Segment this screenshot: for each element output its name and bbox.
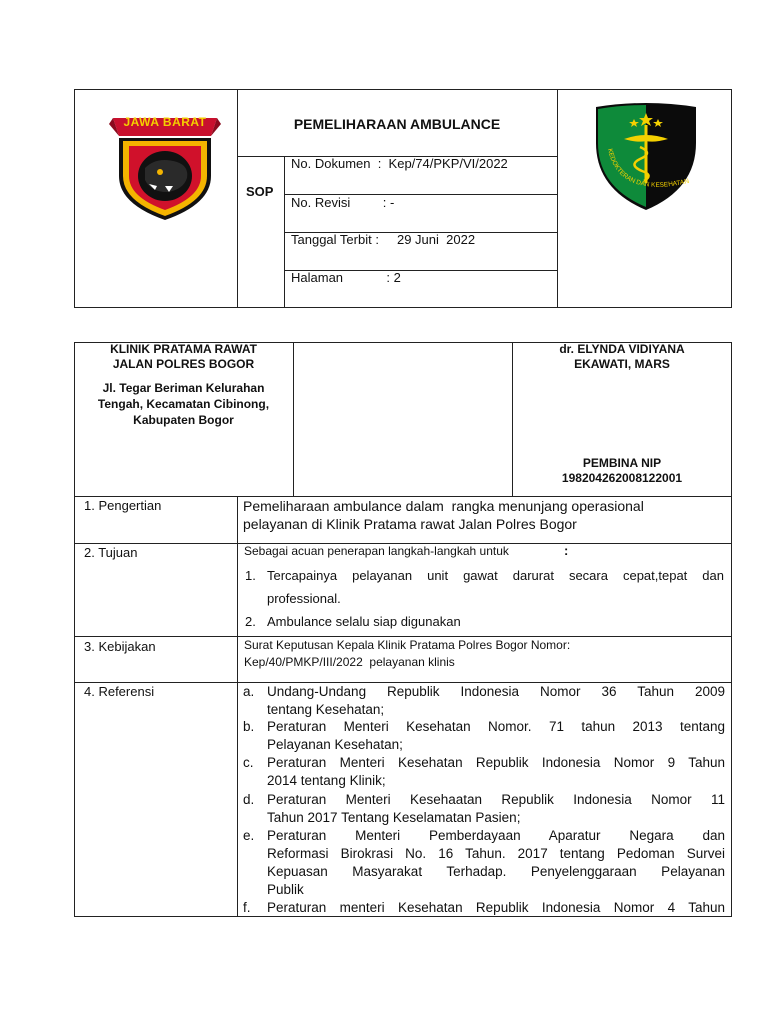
reference-marker: c. [243, 755, 254, 770]
clinic-name-line: JALAN POLRES BOGOR [112, 357, 255, 371]
tujuan-intro-colon: : [564, 543, 569, 558]
kebijakan-text-line: Kep/40/PMKP/III/2022 pelayanan klinis [244, 655, 455, 669]
reference-item [243, 718, 725, 754]
reference-text-line: Peraturan Menteri Kesehatan Republik Indonesia Nomor 9 Tahun [267, 755, 725, 770]
pengertian-text-line: pelayanan di Klinik Pratama rawat Jalan Polres Bogor [243, 516, 577, 532]
reference-text-line: Tahun 2017 Tentang Keselamatan Pasien; [267, 810, 521, 825]
signer-role: PEMBINA NIP [582, 456, 662, 470]
sop-label: SOP [246, 184, 274, 199]
reference-text-line: Peraturan menteri Kesehatan Republik Indonesia Nomor 4 Tahun [267, 900, 725, 915]
header-divider [557, 89, 558, 308]
clinic-name-line: KLINIK PRATAMA RAWAT [110, 342, 257, 356]
reference-text-line: Peraturan Menteri Kesehaatan Republik Indonesia Nomor 11 [267, 792, 725, 807]
tujuan-intro: Sebagai acuan penerapan langkah-langkah untuk [244, 544, 509, 558]
reference-text-line: Kepuasan Masyarakat Terhadap. Penyelenggaraan Pelayanan [267, 864, 725, 879]
reference-text-line: 2014 tentang Klinik; [267, 773, 386, 788]
reference-marker: b. [243, 719, 255, 734]
signer-name-line: dr. ELYNDA VIDIYANA [559, 342, 685, 356]
page-number: Halaman : 2 [291, 270, 401, 285]
clinic-address-line: Tengah, Kecamatan Cibinong, [97, 397, 270, 411]
tujuan-item-text: professional. [267, 591, 341, 606]
section-label-kebijakan: 3. Kebijakan [84, 639, 156, 654]
pengertian-text-line: Pemeliharaan ambulance dalam rangka menunjang operasional [243, 498, 644, 514]
reference-marker: a. [243, 684, 255, 699]
svg-text:KEDOKTERAN DAN KESEHATAN: KEDOKTERAN DAN KESEHATAN [606, 147, 690, 189]
clinic-address-line: Kabupaten Bogor [133, 413, 234, 427]
reference-text-line: Peraturan Menteri Kesehatan Nomor. 71 tahun 2013 tentang [267, 719, 725, 734]
document-number: No. Dokumen : Kep/74/PKP/VI/2022 [291, 156, 508, 171]
signer-nip: 198204262008122001 [561, 471, 683, 485]
reference-text-line: tentang Kesehatan; [267, 702, 385, 717]
issue-date: Tanggal Terbit : 29 Juni 2022 [291, 232, 476, 247]
reference-text-line: Pelayanan Kesehatan; [267, 737, 403, 752]
revision-number: No. Revisi : - [291, 195, 395, 210]
signer-name-line: EKAWATI, MARS [574, 357, 670, 371]
tujuan-item-marker: 1. [245, 568, 256, 583]
kebijakan-text-line: Surat Keputusan Kepala Klinik Pratama Polres Bogor Nomor: [244, 638, 571, 652]
tujuan-item-text: Tercapainya pelayanan unit gawat darurat secara cepat,tepat dan [267, 568, 724, 583]
section-label-tujuan: 2. Tujuan [84, 545, 138, 560]
reference-marker: d. [243, 792, 255, 807]
reference-text-line: Peraturan Menteri Pemberdayaan Aparatur Negara dan [267, 828, 725, 843]
document-title: PEMELIHARAAN AMBULANCE [293, 116, 501, 132]
tujuan-item-marker: 2. [245, 614, 256, 629]
reference-text-line: Undang-Undang Republik Indonesia Nomor 36 Tahun 2009 [267, 684, 725, 699]
section-label-referensi: 4. Referensi [84, 684, 155, 699]
section-label-pengertian: 1. Pengertian [84, 498, 162, 513]
reference-marker: f. [243, 900, 251, 915]
logo-left-banner-text: JAWA BARAT [123, 115, 207, 129]
reference-item [243, 791, 725, 827]
logo-right-arc-text [594, 103, 698, 211]
label-column-divider [237, 496, 238, 917]
reference-text-line: Publik [267, 882, 304, 897]
reference-item [243, 683, 725, 719]
reference-item [243, 899, 725, 917]
reference-item [243, 754, 725, 790]
reference-marker: e. [243, 828, 255, 843]
reference-item [243, 827, 725, 899]
row-divider [74, 636, 732, 637]
approval-divider [293, 342, 294, 497]
reference-text-line: Reformasi Birokrasi No. 16 Tahun. 2017 tentang Pedoman Survei [267, 846, 725, 861]
clinic-address-line: Jl. Tegar Beriman Kelurahan [102, 381, 265, 395]
tujuan-item-text: Ambulance selalu siap digunakan [267, 614, 461, 629]
